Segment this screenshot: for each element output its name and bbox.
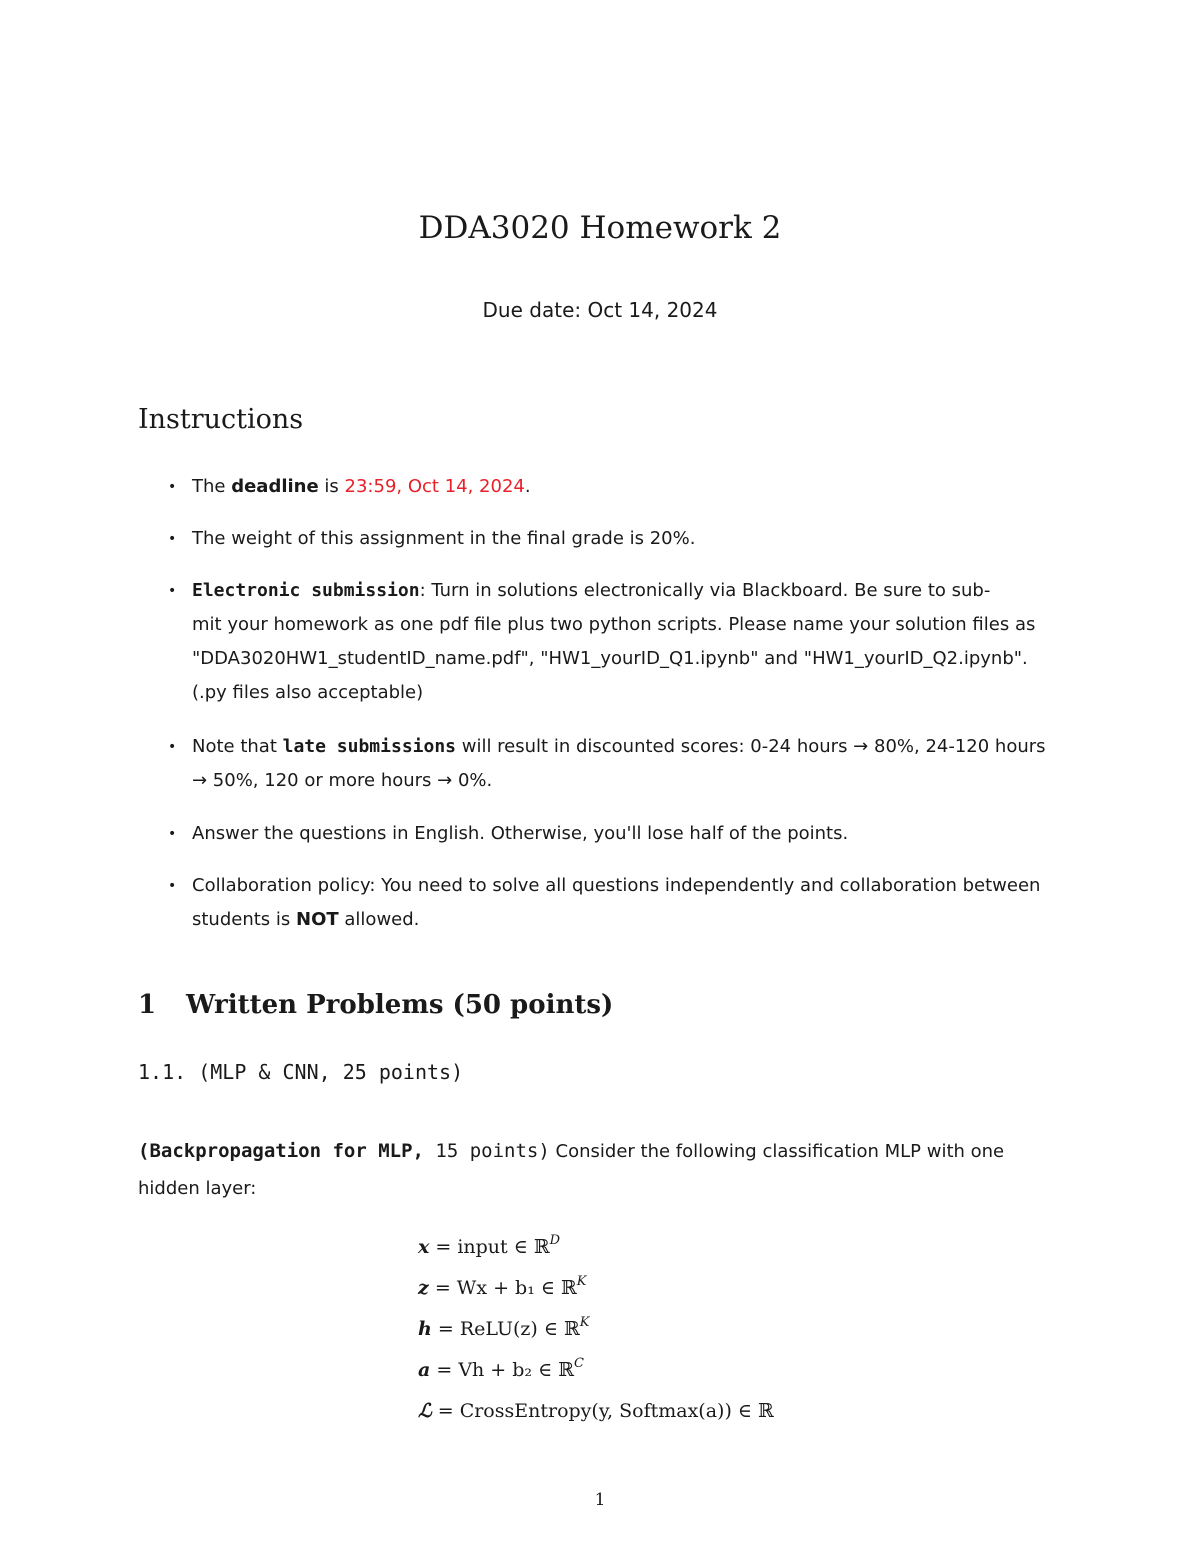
bullet-icon: • <box>168 878 177 894</box>
equation-hidden-pre: z = Wx + b₁ ∈ ℝ$^K$ <box>418 1274 587 1299</box>
subsection-heading: 1.1. (MLP & CNN, 25 points) <box>138 1060 464 1084</box>
late-submissions-label: late submissions <box>282 736 456 757</box>
not-emphasis: NOT <box>296 909 339 930</box>
instruction-item-language: • Answer the questions in English. Otherwise, you'll lose half of the points. <box>168 817 1088 851</box>
bullet-icon: • <box>168 531 177 547</box>
equation-logits: a = Vh + b₂ ∈ ℝ$^C$ <box>418 1356 584 1381</box>
submission-label: Electronic submission <box>192 580 420 601</box>
deadline-datetime: 23:59, Oct 14, 2024 <box>344 476 525 497</box>
bullet-icon: • <box>168 739 177 755</box>
deadline-label: deadline <box>231 476 319 497</box>
bullet-icon: • <box>168 826 177 842</box>
bullet-icon: • <box>168 479 177 495</box>
section-heading: 1 Written Problems (50 points) <box>138 990 614 1020</box>
page-number: 1 <box>594 1490 606 1510</box>
problem-lead: (Backpropagation for MLP, <box>138 1140 424 1162</box>
equation-block <box>418 1224 774 1429</box>
instruction-item-late: • Note that late submissions will result in discounted scores: 0-24 hours → 80%, 24-120 hours → 50%, 120 or more hours → 0%. <box>168 730 1088 798</box>
equation-input: x = input ∈ ℝ$^D$ <box>418 1233 561 1258</box>
problem-paragraph: (Backpropagation for MLP, 15 points) Consider the following classification MLP with one hidden layer: <box>138 1140 1005 1199</box>
equation-hidden: h = ReLU(z) ∈ ℝ$^K$ <box>418 1315 590 1340</box>
bullet-icon: • <box>168 583 177 599</box>
instruction-item-collaboration: • Collaboration policy: You need to solve all questions independently and collaboration between students is NOT allowed. <box>168 869 1088 937</box>
instructions-heading: Instructions <box>138 404 304 435</box>
due-date: Due date: Oct 14, 2024 <box>482 298 718 322</box>
instruction-item-submission: • Electronic submission: Turn in solutions electronically via Blackboard. Be sure to sub- mit your homework as one pdf file plus two python scripts. Please name your solution files as "DDA3020HW1_studentID_name.pdf", "HW1_yourID_Q1.ipynb" and "HW1_yourID_Q2.ipynb". (.py files also acceptable) <box>168 574 1098 710</box>
document-title: DDA3020 Homework 2 <box>418 210 782 246</box>
instruction-item-deadline: • The deadline is 23:59, Oct 14, 2024. <box>168 470 1088 504</box>
equation-loss: ℒ = CrossEntropy(y, Softmax(a)) ∈ ℝ <box>418 1400 774 1422</box>
instruction-item-weight: • The weight of this assignment in the final grade is 20%. <box>168 522 1088 556</box>
